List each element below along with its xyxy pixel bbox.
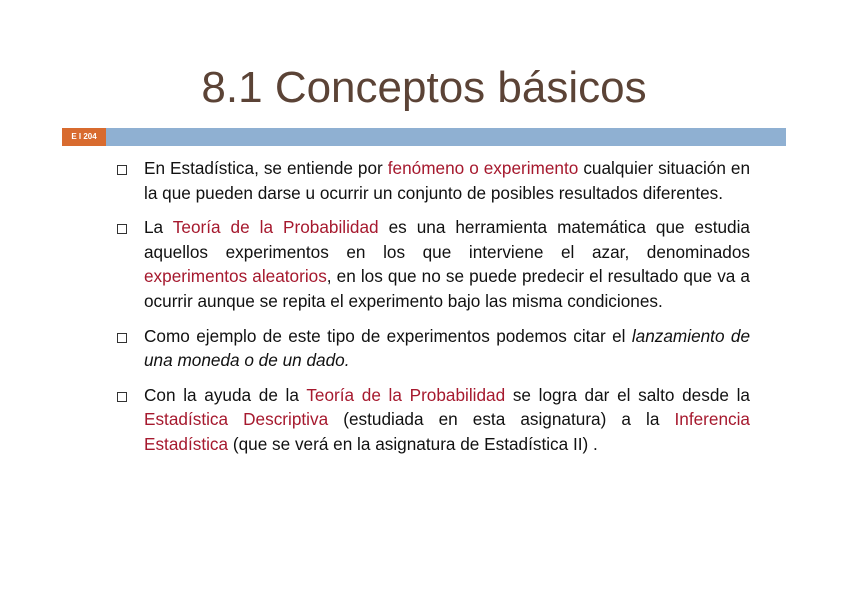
header-bar — [106, 128, 786, 146]
slide-title: 8.1 Conceptos básicos — [201, 63, 647, 112]
highlighted-term: Estadística Descriptiva — [144, 409, 329, 430]
square-bullet-icon — [117, 333, 127, 343]
bullet-text: La — [144, 217, 173, 238]
italic-example: lanzamiento de una moneda o de un dado. — [144, 325, 751, 371]
bullet-text: En Estadística, se entiende por — [144, 158, 388, 178]
highlighted-term: Teoría de la Probabilidad — [306, 384, 506, 405]
bullet-text: Como ejemplo de este tipo de experimentos podemos citar el — [144, 325, 632, 346]
square-bullet-icon — [117, 165, 127, 175]
bullet-text: (estudiada en esta asignatura) a la — [328, 409, 675, 430]
bullet-text: es una herramienta matemática que estudia aquellos experimentos en los que interviene el azar, denominados — [144, 217, 750, 262]
bullet-item-inference — [112, 383, 750, 457]
bullet-text: , en los que no se puede predecir el resultado que va a ocurrir aunque se repita el experimento bajo las misma condiciones. — [144, 266, 750, 311]
header-band — [62, 128, 786, 146]
highlighted-term: experimentos aleatorios — [144, 266, 327, 287]
bullet-text: se logra dar el salto desde la — [505, 384, 750, 405]
highlighted-term: fenómeno o experimento — [387, 158, 579, 178]
bullet-item-experiment — [112, 156, 750, 205]
bullet-text: (que se verá en la asignatura de Estadística II) . — [228, 433, 598, 454]
bullet-item-example — [112, 324, 750, 373]
bullet-text: Con la ayuda de la — [144, 384, 307, 405]
highlighted-term: Teoría de la Probabilidad — [172, 217, 379, 238]
course-tag: E I 204 — [62, 128, 106, 146]
square-bullet-icon — [117, 224, 127, 234]
bullet-item-probability-theory — [112, 215, 750, 313]
highlighted-term: Inferencia Estadística — [144, 409, 750, 454]
square-bullet-icon — [117, 392, 127, 402]
bullet-list — [112, 156, 750, 467]
bullet-text: cualquier situación en la que pueden darse u ocurrir un conjunto de posibles resultados diferentes. — [144, 158, 751, 203]
